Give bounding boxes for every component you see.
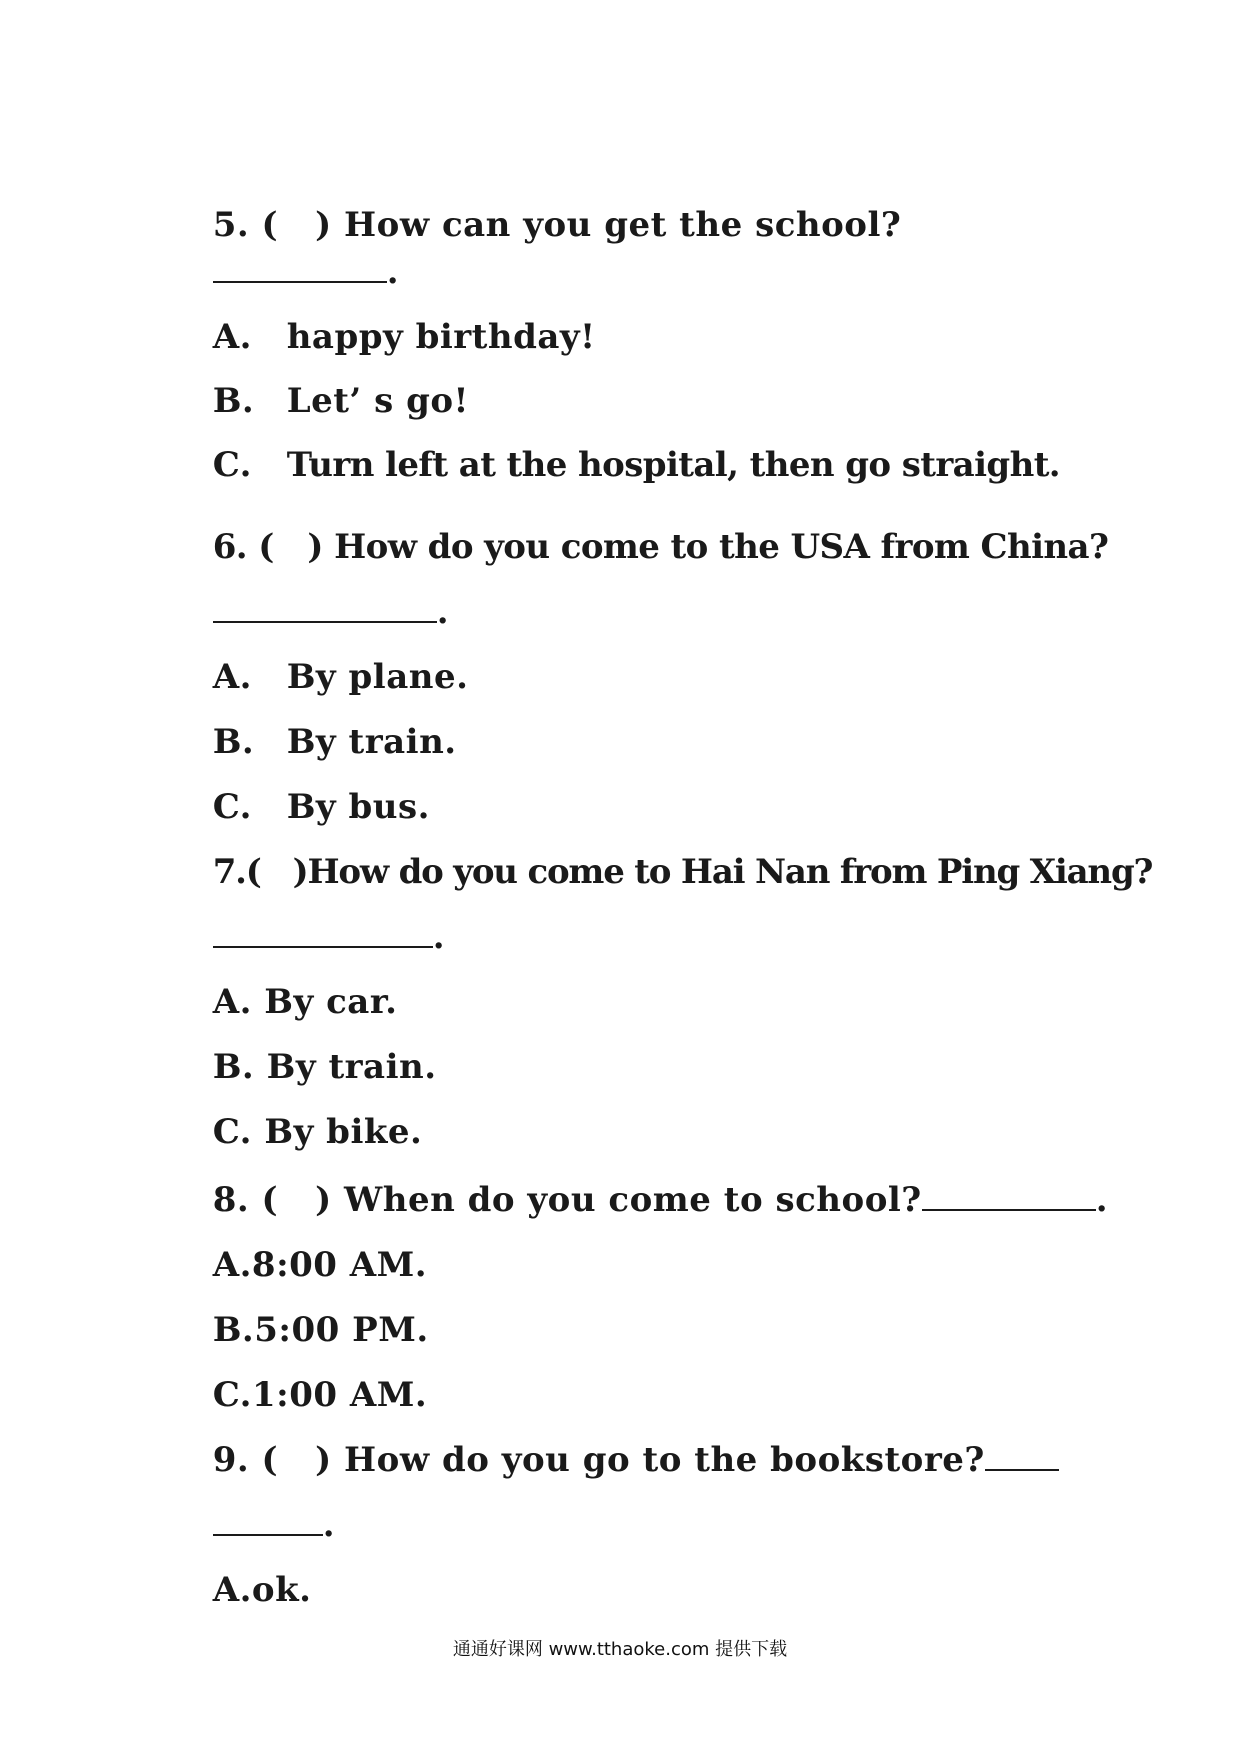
answer-dash — [922, 1193, 996, 1211]
option-text: By bus. — [286, 787, 430, 827]
option-text: ok. — [251, 1570, 312, 1610]
option-text: By car. — [264, 982, 398, 1022]
option-letter: C. — [212, 1112, 252, 1152]
question-5-option-c — [188, 405, 1060, 485]
question-8-text: 8. ( ) When do you come to school? — [212, 1180, 922, 1220]
option-letter: B. — [212, 722, 255, 762]
option-text: 5:00 PM. — [254, 1310, 429, 1350]
option-text: By train. — [266, 1047, 437, 1087]
option-text: By plane. — [286, 657, 469, 697]
question-9-text: 9. ( ) How do you go to the bookstore? — [212, 1440, 985, 1480]
option-letter: C. — [212, 445, 252, 485]
option-text: 8:00 AM. — [251, 1245, 428, 1285]
option-letter: B. — [212, 381, 255, 421]
answer-end: . — [432, 917, 446, 957]
option-letter: C. — [212, 1375, 252, 1415]
option-text: Let’ s go! — [286, 381, 469, 421]
question-6-text: 6. ( ) How do you come to the USA from China? — [212, 527, 1109, 567]
option-text: By bike. — [264, 1112, 423, 1152]
option-text: 1:00 AM. — [252, 1375, 428, 1415]
answer-end: . — [322, 1505, 336, 1545]
answer-end: . — [1095, 1180, 1109, 1220]
question-5-text: 5. ( ) How can you get the school? — [212, 205, 902, 245]
answer-end: . — [386, 252, 400, 292]
answer-end: . — [436, 592, 450, 632]
option-text: By train. — [286, 722, 457, 762]
option-letter: C. — [212, 787, 252, 827]
question-7-text: 7.( )How do you come to Hai Nan from Ping Xiang? — [212, 852, 1153, 892]
option-text: happy birthday! — [286, 317, 596, 357]
option-text: Turn left at the hospital, then go straight. — [286, 445, 1061, 485]
option-letter: A. — [212, 317, 252, 357]
option-letter: A. — [212, 1245, 252, 1285]
option-letter: A. — [212, 982, 252, 1022]
option-letter: A. — [212, 1570, 252, 1610]
answer-blank[interactable] — [996, 1183, 1096, 1211]
page-footer: 通通好课网 www.tthaoke.com 提供下载 — [452, 1639, 788, 1660]
option-letter: B. — [212, 1310, 255, 1350]
option-letter: B. — [212, 1047, 255, 1087]
answer-dash — [985, 1453, 1059, 1471]
question-9-option-a — [188, 1530, 311, 1610]
option-letter: A. — [212, 657, 252, 697]
